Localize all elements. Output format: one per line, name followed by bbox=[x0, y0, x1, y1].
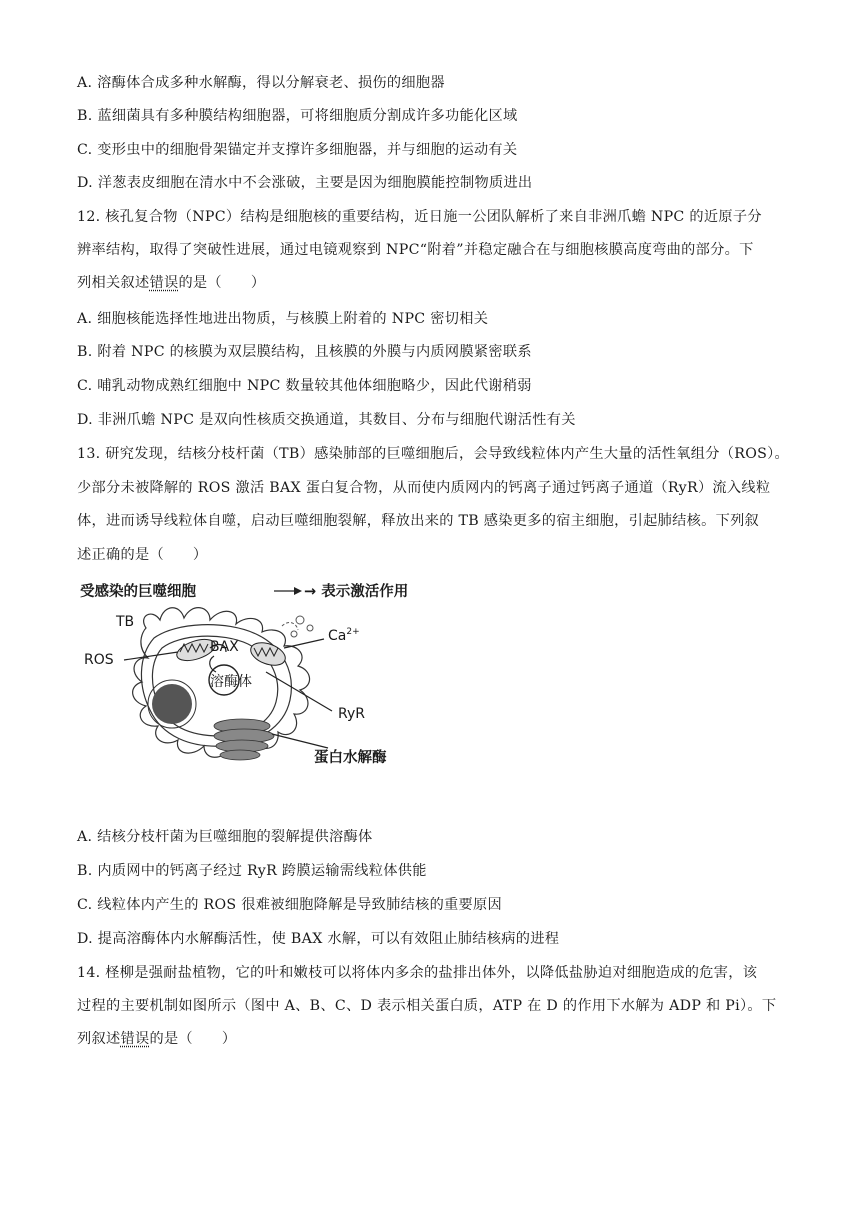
q13-option-d: D. 提高溶酶体内水解酶活性，使 BAX 水解，可以有效阻止肺结核病的进程 bbox=[77, 931, 560, 947]
q13-stem-line3: 体，进而诱导线粒体自噬，启动巨噬细胞裂解，释放出来的 TB 感染更多的宿主细胞，引起肺结核。下列叙 bbox=[77, 513, 760, 529]
q14-stem-line2: 过程的主要机制如图所示（图中 A、B、C、D 表示相关蛋白质，ATP 在 D 的作用下水解为 ADP 和 Pi）。下 bbox=[77, 998, 777, 1014]
q14-stem-suffix: 的是（ ） bbox=[149, 1031, 237, 1047]
label-tb: TB bbox=[116, 614, 135, 630]
q12-stem-line1: 12. 核孔复合物（NPC）结构是细胞核的重要结构，近日施一公团队解析了来自非洲爪蟾 NPC 的近原子分 bbox=[77, 209, 762, 225]
q11-option-c: C. 变形虫中的细胞骨架锚定并支撑许多细胞器，并与细胞的运动有关 bbox=[77, 142, 518, 158]
label-protease: 蛋白水解酶 bbox=[314, 750, 387, 766]
q14-emphasis-word: 错误 bbox=[120, 1031, 150, 1047]
q14-stem-line3 bbox=[77, 1029, 236, 1049]
figure-title: 受感染的巨噬细胞 bbox=[80, 584, 196, 600]
q13-option-b: B. 内质网中的钙离子经过 RyR 跨膜运输需线粒体供能 bbox=[77, 863, 427, 879]
label-ros: ROS bbox=[84, 652, 114, 668]
figure-legend-text: → 表示激活作用 bbox=[304, 584, 409, 600]
mitochondrion-right bbox=[248, 638, 289, 669]
q13-option-a: A. 结核分枝杆菌为巨噬细胞的裂解提供溶酶体 bbox=[77, 829, 373, 845]
q11-option-b: B. 蓝细菌具有多种膜结构细胞器，可将细胞质分割成许多功能化区域 bbox=[77, 108, 518, 124]
q12-stem-line3 bbox=[77, 273, 265, 293]
q12-emphasis-word: 错误 bbox=[149, 275, 179, 291]
q13-stem-line2: 少部分未被降解的 ROS 激活 BAX 蛋白复合物，从而使内质网内的钙离子通过钙离子通道（RyR）流入线粒 bbox=[77, 480, 771, 496]
q14-stem-line1: 14. 柽柳是强耐盐植物，它的叶和嫩枝可以将体内多余的盐排出体外，以降低盐胁迫对细胞造成的危害，该 bbox=[77, 965, 758, 981]
q12-option-a: A. 细胞核能选择性地进出物质，与核膜上附着的 NPC 密切相关 bbox=[77, 311, 489, 327]
q12-option-b: B. 附着 NPC 的核膜为双层膜结构，且核膜的外膜与内质网膜紧密联系 bbox=[77, 344, 532, 360]
q13-stem-line4: 述正确的是（ ） bbox=[77, 547, 208, 563]
q11-option-a: A. 溶酶体合成多种水解酶，得以分解衰老、损伤的细胞器 bbox=[77, 75, 445, 91]
q12-stem-suffix: 的是（ ） bbox=[178, 275, 266, 291]
nucleus-shape bbox=[152, 684, 192, 724]
macrophage-diagram bbox=[76, 576, 416, 812]
q11-option-d: D. 洋葱表皮细胞在清水中不会涨破，主要是因为细胞膜能控制物质进出 bbox=[77, 175, 533, 191]
q13-stem-line1: 13. 研究发现，结核分枝杆菌（TB）感染肺部的巨噬细胞后，会导致线粒体内产生大量的活性氧组分（ROS）。 bbox=[77, 446, 790, 462]
q14-stem-prefix: 列叙述 bbox=[77, 1031, 121, 1047]
q12-option-d: D. 非洲爪蟾 NPC 是双向性核质交换通道，其数目、分布与细胞代谢活性有关 bbox=[77, 412, 576, 428]
calcium-bubbles bbox=[282, 616, 313, 637]
q12-stem-prefix: 列相关叙述 bbox=[77, 275, 150, 291]
label-calcium: $Ca^{2+}$ bbox=[328, 627, 360, 644]
golgi-stack bbox=[214, 719, 274, 760]
label-lysosome: 溶酶体 bbox=[210, 674, 252, 690]
label-bax: BAX bbox=[210, 639, 239, 655]
q12-stem-line2: 辨率结构，取得了突破性进展，通过电镜观察到 NPC“附着”并稳定融合在与细胞核膜高度弯曲的部分。下 bbox=[77, 242, 754, 258]
macrophage-figure bbox=[76, 576, 416, 812]
label-ryr: RyR bbox=[338, 706, 365, 722]
q13-option-c: C. 线粒体内产生的 ROS 很难被细胞降解是导致肺结核的重要原因 bbox=[77, 897, 503, 913]
legend-arrowhead bbox=[294, 587, 302, 595]
q12-option-c: C. 哺乳动物成熟红细胞中 NPC 数量较其他体细胞略少，因此代谢稍弱 bbox=[77, 378, 532, 394]
